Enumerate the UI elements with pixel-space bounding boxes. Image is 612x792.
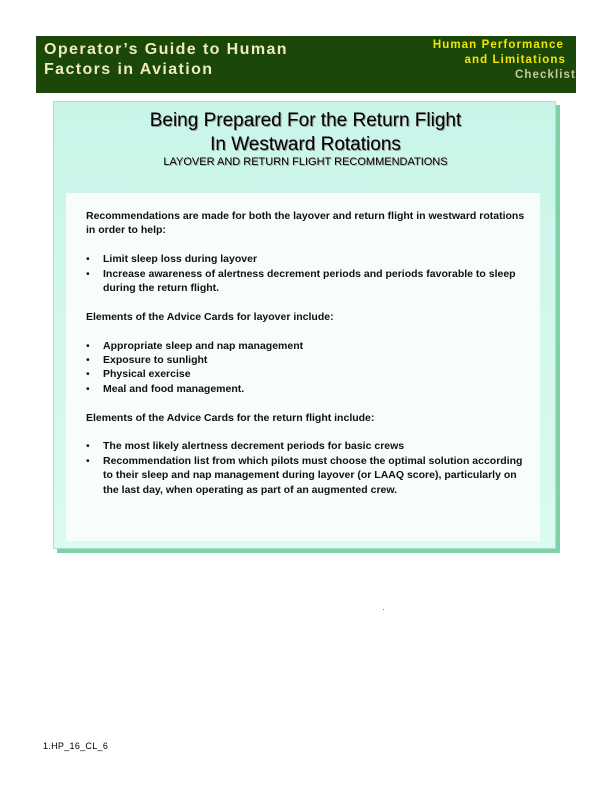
bullet-icon: • [86, 267, 90, 280]
list-item-text: Exposure to sunlight [103, 354, 208, 367]
list-item [86, 353, 526, 367]
recommendations-panel [53, 101, 556, 549]
body-text [86, 209, 526, 511]
bullet-icon: • [86, 382, 90, 395]
intro-paragraph: Recommendations are made for both the layover and return flight in westward rotations in order to help: [86, 210, 525, 237]
panel-subtitle: LAYOVER AND RETURN FLIGHT RECOMMENDATIONS [163, 156, 448, 168]
return-flight-bullet-list [86, 439, 526, 497]
panel-title-line2: In Westward Rotations [210, 134, 401, 155]
list-item-text: The most likely alertness decrement periods for basic crews [103, 440, 405, 453]
stray-dot [383, 609, 384, 610]
bullet-icon: • [86, 440, 90, 453]
bullet-icon: • [86, 454, 90, 467]
section-label-line3: Checklist [514, 69, 576, 81]
header-bar [36, 36, 576, 93]
list-item-text: Recommendation list from which pilots must choose the optimal solution according to their sleep and nap management during layover (or LAAQ score), particularly on the last day, when operating as part of an augmented crew. [103, 454, 523, 496]
list-item-text: Physical exercise [103, 368, 191, 381]
guide-title [44, 40, 288, 80]
section-label-line2: and Limitations [464, 54, 566, 66]
document-code: 1.HP_16_CL_6 [43, 741, 109, 751]
list-item [86, 382, 526, 396]
bullet-icon: • [86, 368, 90, 381]
content-box [66, 193, 540, 541]
panel-title [54, 109, 557, 157]
list-item [86, 339, 526, 353]
section-label [433, 38, 576, 83]
layover-bullet-list [86, 339, 526, 397]
list-item-text: Meal and food management. [103, 382, 245, 395]
list-item-text: Increase awareness of alertness decrement periods and periods favorable to sleep during the return flight. [103, 267, 516, 295]
return-flight-heading: Elements of the Advice Cards for the return flight include: [86, 411, 375, 424]
list-item [86, 454, 526, 497]
panel-title-line1: Being Prepared For the Return Flight [149, 110, 462, 131]
guide-title-line1: Operator’s Guide to Human [44, 41, 288, 58]
bullet-icon: • [86, 339, 90, 352]
list-item-text: Appropriate sleep and nap management [103, 339, 304, 352]
list-item [86, 439, 526, 453]
guide-title-line2: Factors in Aviation [44, 61, 214, 78]
section-label-line1: Human Performance [432, 39, 564, 51]
bullet-icon: • [86, 354, 90, 367]
list-item [86, 367, 526, 381]
layover-heading: Elements of the Advice Cards for layover include: [86, 310, 334, 323]
list-item [86, 252, 526, 266]
list-item-text: Limit sleep loss during layover [103, 253, 258, 266]
bullet-icon: • [86, 253, 90, 266]
intro-bullet-list [86, 252, 526, 295]
list-item [86, 267, 526, 296]
